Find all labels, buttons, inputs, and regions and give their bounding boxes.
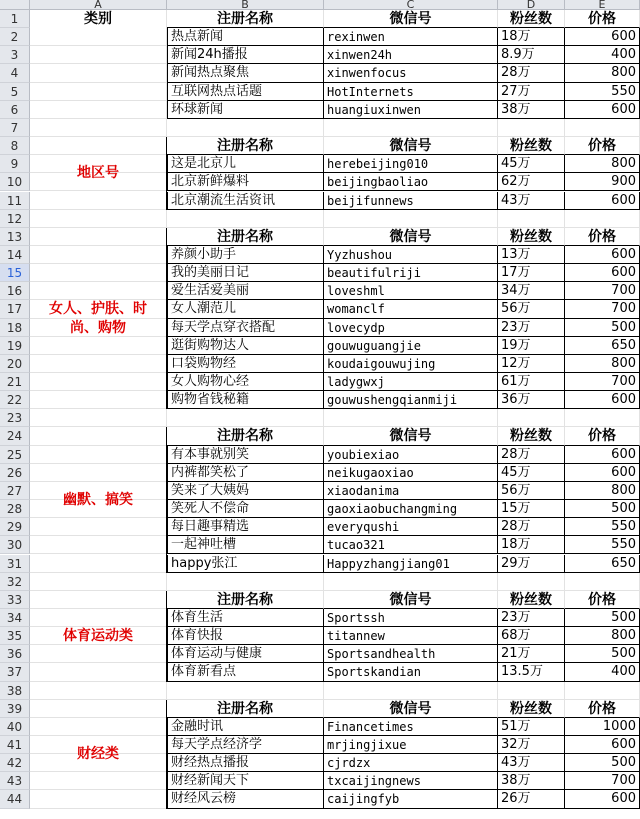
row-header[interactable]: 2 <box>0 28 30 46</box>
fans-count-cell[interactable]: 38万 <box>498 101 565 119</box>
account-name-cell[interactable]: 每日趣事精选 <box>167 518 324 536</box>
fans-count-cell[interactable]: 28万 <box>498 64 565 82</box>
row-header[interactable]: 44 <box>0 790 30 808</box>
column-header-d[interactable]: D <box>498 0 565 10</box>
wechat-id-cell[interactable]: Financetimes <box>324 718 498 736</box>
header-price: 价格 <box>565 700 640 718</box>
category-label: 幽默、搞笑 <box>63 491 133 508</box>
price-cell[interactable]: 600 <box>565 246 640 264</box>
wechat-id-cell[interactable]: everyqushi <box>324 518 498 536</box>
grid-cell[interactable] <box>498 409 565 427</box>
header-fans: 粉丝数 <box>498 427 565 445</box>
row-header[interactable]: 38 <box>0 682 30 700</box>
account-name-cell[interactable]: 有本事就别笑 <box>167 446 324 464</box>
fans-count-cell[interactable]: 32万 <box>498 736 565 754</box>
fans-count-cell[interactable]: 28万 <box>498 446 565 464</box>
grid-cell[interactable] <box>324 119 498 137</box>
grid-cell[interactable] <box>498 210 565 228</box>
account-name-cell[interactable]: 体育新看点 <box>167 663 324 681</box>
price-cell[interactable]: 600 <box>565 101 640 119</box>
price-cell[interactable]: 650 <box>565 555 640 573</box>
fans-count-cell[interactable]: 13.5万 <box>498 663 565 681</box>
row-header[interactable]: 39 <box>0 700 30 718</box>
account-name-cell[interactable]: 财经热点播报 <box>167 754 324 772</box>
header-category: 类别 <box>30 10 167 28</box>
header-price: 价格 <box>565 591 640 609</box>
fans-count-cell[interactable]: 36万 <box>498 391 565 409</box>
fans-count-cell[interactable]: 15万 <box>498 500 565 518</box>
fans-count-cell[interactable]: 12万 <box>498 355 565 373</box>
account-name-cell[interactable]: 一起神吐槽 <box>167 536 324 554</box>
grid-cell[interactable] <box>167 409 324 427</box>
wechat-id-cell[interactable]: neikugaoxiao <box>324 464 498 482</box>
price-cell[interactable]: 800 <box>565 627 640 645</box>
header-wechat: 微信号 <box>324 10 498 28</box>
price-cell[interactable]: 600 <box>565 192 640 210</box>
account-name-cell[interactable]: 爱生活爱美丽 <box>167 282 324 300</box>
wechat-id-cell[interactable]: tucao321 <box>324 536 498 554</box>
row-header[interactable]: 31 <box>0 555 30 573</box>
row-header[interactable]: 16 <box>0 282 30 300</box>
price-cell[interactable]: 600 <box>565 790 640 808</box>
account-name-cell[interactable]: 环球新闻 <box>167 101 324 119</box>
price-cell[interactable]: 550 <box>565 83 640 101</box>
category-label: 财经类 <box>77 745 119 762</box>
price-cell[interactable]: 1000 <box>565 718 640 736</box>
price-cell[interactable]: 700 <box>565 282 640 300</box>
price-cell[interactable]: 500 <box>565 609 640 627</box>
fans-count-cell[interactable]: 34万 <box>498 282 565 300</box>
row-header[interactable]: 12 <box>0 210 30 228</box>
wechat-id-cell[interactable]: loveshml <box>324 282 498 300</box>
price-cell[interactable]: 700 <box>565 300 640 318</box>
wechat-id-cell[interactable]: xinwen24h <box>324 46 498 64</box>
header-name: 注册名称 <box>167 700 324 718</box>
account-name-cell[interactable]: 热点新闻 <box>167 28 324 46</box>
fans-count-cell[interactable]: 23万 <box>498 609 565 627</box>
fans-count-cell[interactable]: 38万 <box>498 772 565 790</box>
fans-count-cell[interactable]: 29万 <box>498 555 565 573</box>
grid-cell[interactable] <box>30 210 167 228</box>
wechat-id-cell[interactable]: ladygwxj <box>324 373 498 391</box>
row-header[interactable]: 26 <box>0 464 30 482</box>
header-wechat: 微信号 <box>324 137 498 155</box>
grid-cell[interactable] <box>565 682 640 700</box>
column-header-e[interactable]: E <box>565 0 640 10</box>
fans-count-cell[interactable]: 8.9万 <box>498 46 565 64</box>
wechat-id-cell[interactable]: Sportskandian <box>324 663 498 681</box>
wechat-id-cell[interactable]: cjrdzx <box>324 754 498 772</box>
account-name-cell[interactable]: 购物省钱秘籍 <box>167 391 324 409</box>
row-header[interactable]: 30 <box>0 536 30 554</box>
wechat-id-cell[interactable]: womanclf <box>324 300 498 318</box>
account-name-cell[interactable]: 养颜小助手 <box>167 246 324 264</box>
grid-cell[interactable] <box>167 682 324 700</box>
wechat-id-cell[interactable]: youbiexiao <box>324 446 498 464</box>
fans-count-cell[interactable]: 56万 <box>498 482 565 500</box>
header-wechat: 微信号 <box>324 427 498 445</box>
row-header[interactable]: 10 <box>0 173 30 191</box>
price-cell[interactable]: 600 <box>565 264 640 282</box>
header-fans: 粉丝数 <box>498 10 565 28</box>
row-header[interactable]: 5 <box>0 83 30 101</box>
header-name: 注册名称 <box>167 10 324 28</box>
account-name-cell[interactable]: 逛街购物达人 <box>167 337 324 355</box>
row-header[interactable]: 25 <box>0 446 30 464</box>
fans-count-cell[interactable]: 45万 <box>498 464 565 482</box>
wechat-id-cell[interactable]: gouwushengqianmiji <box>324 391 498 409</box>
account-name-cell[interactable]: 笑死人不偿命 <box>167 500 324 518</box>
fans-count-cell[interactable]: 17万 <box>498 264 565 282</box>
wechat-id-cell[interactable]: gouwuguangjie <box>324 337 498 355</box>
grid-cell[interactable] <box>30 573 167 591</box>
fans-count-cell[interactable]: 43万 <box>498 754 565 772</box>
account-name-cell[interactable]: 这是北京儿 <box>167 155 324 173</box>
category-label: 女人、护肤、时尚、购物 <box>49 300 147 336</box>
wechat-id-cell[interactable]: mrjingjixue <box>324 736 498 754</box>
fans-count-cell[interactable]: 62万 <box>498 173 565 191</box>
wechat-id-cell[interactable]: txcaijingnews <box>324 772 498 790</box>
wechat-id-cell[interactable]: HotInternets <box>324 83 498 101</box>
row-header[interactable]: 3 <box>0 46 30 64</box>
price-cell[interactable]: 500 <box>565 500 640 518</box>
grid-cell[interactable] <box>30 64 167 82</box>
account-name-cell[interactable]: 北京新鲜爆料 <box>167 173 324 191</box>
header-name: 注册名称 <box>167 591 324 609</box>
price-cell[interactable]: 800 <box>565 64 640 82</box>
category-cell[interactable] <box>30 427 167 572</box>
account-name-cell[interactable]: 新闻热点聚焦 <box>167 64 324 82</box>
fans-count-cell[interactable]: 28万 <box>498 518 565 536</box>
price-cell[interactable]: 650 <box>565 337 640 355</box>
price-cell[interactable]: 600 <box>565 28 640 46</box>
row-header[interactable]: 33 <box>0 591 30 609</box>
wechat-id-cell[interactable]: caijingfyb <box>324 790 498 808</box>
grid-cell[interactable] <box>30 83 167 101</box>
header-wechat: 微信号 <box>324 591 498 609</box>
account-name-cell[interactable]: 女人潮范儿 <box>167 300 324 318</box>
row-header[interactable]: 41 <box>0 736 30 754</box>
row-header[interactable]: 35 <box>0 627 30 645</box>
wechat-id-cell[interactable]: koudaigouwujing <box>324 355 498 373</box>
grid-cell[interactable] <box>167 119 324 137</box>
wechat-id-cell[interactable]: xinwenfocus <box>324 64 498 82</box>
account-name-cell[interactable]: 金融时讯 <box>167 718 324 736</box>
wechat-id-cell[interactable]: Yyzhushou <box>324 246 498 264</box>
header-name: 注册名称 <box>167 228 324 246</box>
price-cell[interactable]: 500 <box>565 754 640 772</box>
wechat-id-cell[interactable]: Sportsandhealth <box>324 645 498 663</box>
header-price: 价格 <box>565 427 640 445</box>
wechat-id-cell[interactable]: rexinwen <box>324 28 498 46</box>
price-cell[interactable]: 400 <box>565 663 640 681</box>
row-header[interactable]: 29 <box>0 518 30 536</box>
price-cell[interactable]: 550 <box>565 518 640 536</box>
row-header[interactable]: 28 <box>0 500 30 518</box>
price-cell[interactable]: 600 <box>565 446 640 464</box>
row-header[interactable]: 40 <box>0 718 30 736</box>
column-header-a[interactable]: A <box>30 0 167 10</box>
header-name: 注册名称 <box>167 137 324 155</box>
fans-count-cell[interactable]: 51万 <box>498 718 565 736</box>
row-header[interactable]: 22 <box>0 391 30 409</box>
grid-cell[interactable] <box>30 101 167 119</box>
price-cell[interactable]: 500 <box>565 319 640 337</box>
account-name-cell[interactable]: 体育运动与健康 <box>167 645 324 663</box>
account-name-cell[interactable]: 每天学点穿衣搭配 <box>167 319 324 337</box>
header-fans: 粉丝数 <box>498 137 565 155</box>
row-header[interactable]: 37 <box>0 663 30 681</box>
fans-count-cell[interactable]: 45万 <box>498 155 565 173</box>
account-name-cell[interactable]: 体育快报 <box>167 627 324 645</box>
account-name-cell[interactable]: 口袋购物经 <box>167 355 324 373</box>
row-header[interactable]: 6 <box>0 101 30 119</box>
wechat-id-cell[interactable]: Happyzhangjiang01 <box>324 555 498 573</box>
price-cell[interactable]: 800 <box>565 482 640 500</box>
account-name-cell[interactable]: 每天学点经济学 <box>167 736 324 754</box>
header-fans: 粉丝数 <box>498 700 565 718</box>
row-header[interactable]: 20 <box>0 355 30 373</box>
wechat-id-cell[interactable]: Sportssh <box>324 609 498 627</box>
account-name-cell[interactable]: 财经新闻天下 <box>167 772 324 790</box>
column-header-b[interactable]: B <box>167 0 324 10</box>
row-header[interactable]: 17 <box>0 300 30 318</box>
fans-count-cell[interactable]: 27万 <box>498 83 565 101</box>
row-header[interactable]: 18 <box>0 319 30 337</box>
grid-cell[interactable] <box>324 573 498 591</box>
fans-count-cell[interactable]: 56万 <box>498 300 565 318</box>
row-header[interactable]: 34 <box>0 609 30 627</box>
grid-cell[interactable] <box>498 573 565 591</box>
price-cell[interactable]: 500 <box>565 645 640 663</box>
row-header[interactable]: 36 <box>0 645 30 663</box>
wechat-id-cell[interactable]: beijifunnews <box>324 192 498 210</box>
row-header[interactable]: 21 <box>0 373 30 391</box>
row-header[interactable]: 27 <box>0 482 30 500</box>
row-header[interactable]: 1 <box>0 10 30 28</box>
account-name-cell[interactable]: 财经风云榜 <box>167 790 324 808</box>
grid-cell[interactable] <box>30 46 167 64</box>
grid-cell[interactable] <box>30 409 167 427</box>
account-name-cell[interactable]: 新闻24h播报 <box>167 46 324 64</box>
category-cell[interactable] <box>30 591 167 682</box>
category-cell[interactable] <box>30 228 167 410</box>
wechat-id-cell[interactable]: beijingbaoliao <box>324 173 498 191</box>
category-cell[interactable] <box>30 700 167 809</box>
price-cell[interactable]: 800 <box>565 155 640 173</box>
wechat-id-cell[interactable]: titannew <box>324 627 498 645</box>
header-price: 价格 <box>565 228 640 246</box>
fans-count-cell[interactable]: 18万 <box>498 28 565 46</box>
row-header[interactable]: 14 <box>0 246 30 264</box>
fans-count-cell[interactable]: 43万 <box>498 192 565 210</box>
wechat-id-cell[interactable]: herebeijing010 <box>324 155 498 173</box>
fans-count-cell[interactable]: 26万 <box>498 790 565 808</box>
grid-cell[interactable] <box>30 682 167 700</box>
price-cell[interactable]: 600 <box>565 736 640 754</box>
grid-cell[interactable] <box>324 210 498 228</box>
grid-cell[interactable] <box>167 210 324 228</box>
grid-cell[interactable] <box>324 682 498 700</box>
grid-cell[interactable] <box>498 119 565 137</box>
grid-cell[interactable] <box>324 409 498 427</box>
row-header[interactable]: 8 <box>0 137 30 155</box>
fans-count-cell[interactable]: 23万 <box>498 319 565 337</box>
header-wechat: 微信号 <box>324 228 498 246</box>
row-header[interactable]: 13 <box>0 228 30 246</box>
account-name-cell[interactable]: 体育生活 <box>167 609 324 627</box>
wechat-id-cell[interactable]: lovecydp <box>324 319 498 337</box>
header-price: 价格 <box>565 10 640 28</box>
wechat-id-cell[interactable]: huangiuxinwen <box>324 101 498 119</box>
grid-cell[interactable] <box>565 119 640 137</box>
fans-count-cell[interactable]: 19万 <box>498 337 565 355</box>
row-header[interactable]: 32 <box>0 573 30 591</box>
column-header-c[interactable]: C <box>324 0 498 10</box>
row-header[interactable]: 11 <box>0 192 30 210</box>
fans-count-cell[interactable]: 61万 <box>498 373 565 391</box>
account-name-cell[interactable]: happy张江 <box>167 555 324 573</box>
row-header[interactable]: 42 <box>0 754 30 772</box>
wechat-id-cell[interactable]: gaoxiaobuchangming <box>324 500 498 518</box>
grid-cell[interactable] <box>498 682 565 700</box>
fans-count-cell[interactable]: 13万 <box>498 246 565 264</box>
price-cell[interactable]: 400 <box>565 46 640 64</box>
row-header[interactable]: 24 <box>0 427 30 445</box>
grid-cell[interactable] <box>167 573 324 591</box>
price-cell[interactable]: 550 <box>565 536 640 554</box>
grid-cell[interactable] <box>565 573 640 591</box>
header-name: 注册名称 <box>167 427 324 445</box>
header-wechat: 微信号 <box>324 700 498 718</box>
account-name-cell[interactable]: 北京潮流生活资讯 <box>167 192 324 210</box>
price-cell[interactable]: 700 <box>565 772 640 790</box>
grid-cell[interactable] <box>565 409 640 427</box>
grid-cell[interactable] <box>565 210 640 228</box>
price-cell[interactable]: 700 <box>565 373 640 391</box>
account-name-cell[interactable]: 笑来了大姨妈 <box>167 482 324 500</box>
price-cell[interactable]: 600 <box>565 391 640 409</box>
header-fans: 粉丝数 <box>498 228 565 246</box>
category-cell[interactable] <box>30 137 167 210</box>
account-name-cell[interactable]: 我的美丽日记 <box>167 264 324 282</box>
category-label: 地区号 <box>77 164 119 181</box>
row-header[interactable]: 7 <box>0 119 30 137</box>
row-header[interactable]: 19 <box>0 337 30 355</box>
row-header[interactable]: 43 <box>0 772 30 790</box>
account-name-cell[interactable]: 内裤都笑松了 <box>167 464 324 482</box>
fans-count-cell[interactable]: 21万 <box>498 645 565 663</box>
fans-count-cell[interactable]: 18万 <box>498 536 565 554</box>
price-cell[interactable]: 600 <box>565 464 640 482</box>
row-header[interactable]: 15 <box>0 264 30 282</box>
account-name-cell[interactable]: 互联网热点话题 <box>167 83 324 101</box>
header-fans: 粉丝数 <box>498 591 565 609</box>
price-cell[interactable]: 800 <box>565 355 640 373</box>
category-label: 体育运动类 <box>63 627 133 644</box>
price-cell[interactable]: 900 <box>565 173 640 191</box>
grid-cell[interactable] <box>30 119 167 137</box>
select-all-corner[interactable] <box>0 0 30 10</box>
grid-cell[interactable] <box>30 28 167 46</box>
fans-count-cell[interactable]: 68万 <box>498 627 565 645</box>
wechat-id-cell[interactable]: xiaodanima <box>324 482 498 500</box>
account-name-cell[interactable]: 女人购物心经 <box>167 373 324 391</box>
row-header[interactable]: 23 <box>0 409 30 427</box>
row-header[interactable]: 9 <box>0 155 30 173</box>
row-header[interactable]: 4 <box>0 64 30 82</box>
wechat-id-cell[interactable]: beautifulriji <box>324 264 498 282</box>
header-price: 价格 <box>565 137 640 155</box>
